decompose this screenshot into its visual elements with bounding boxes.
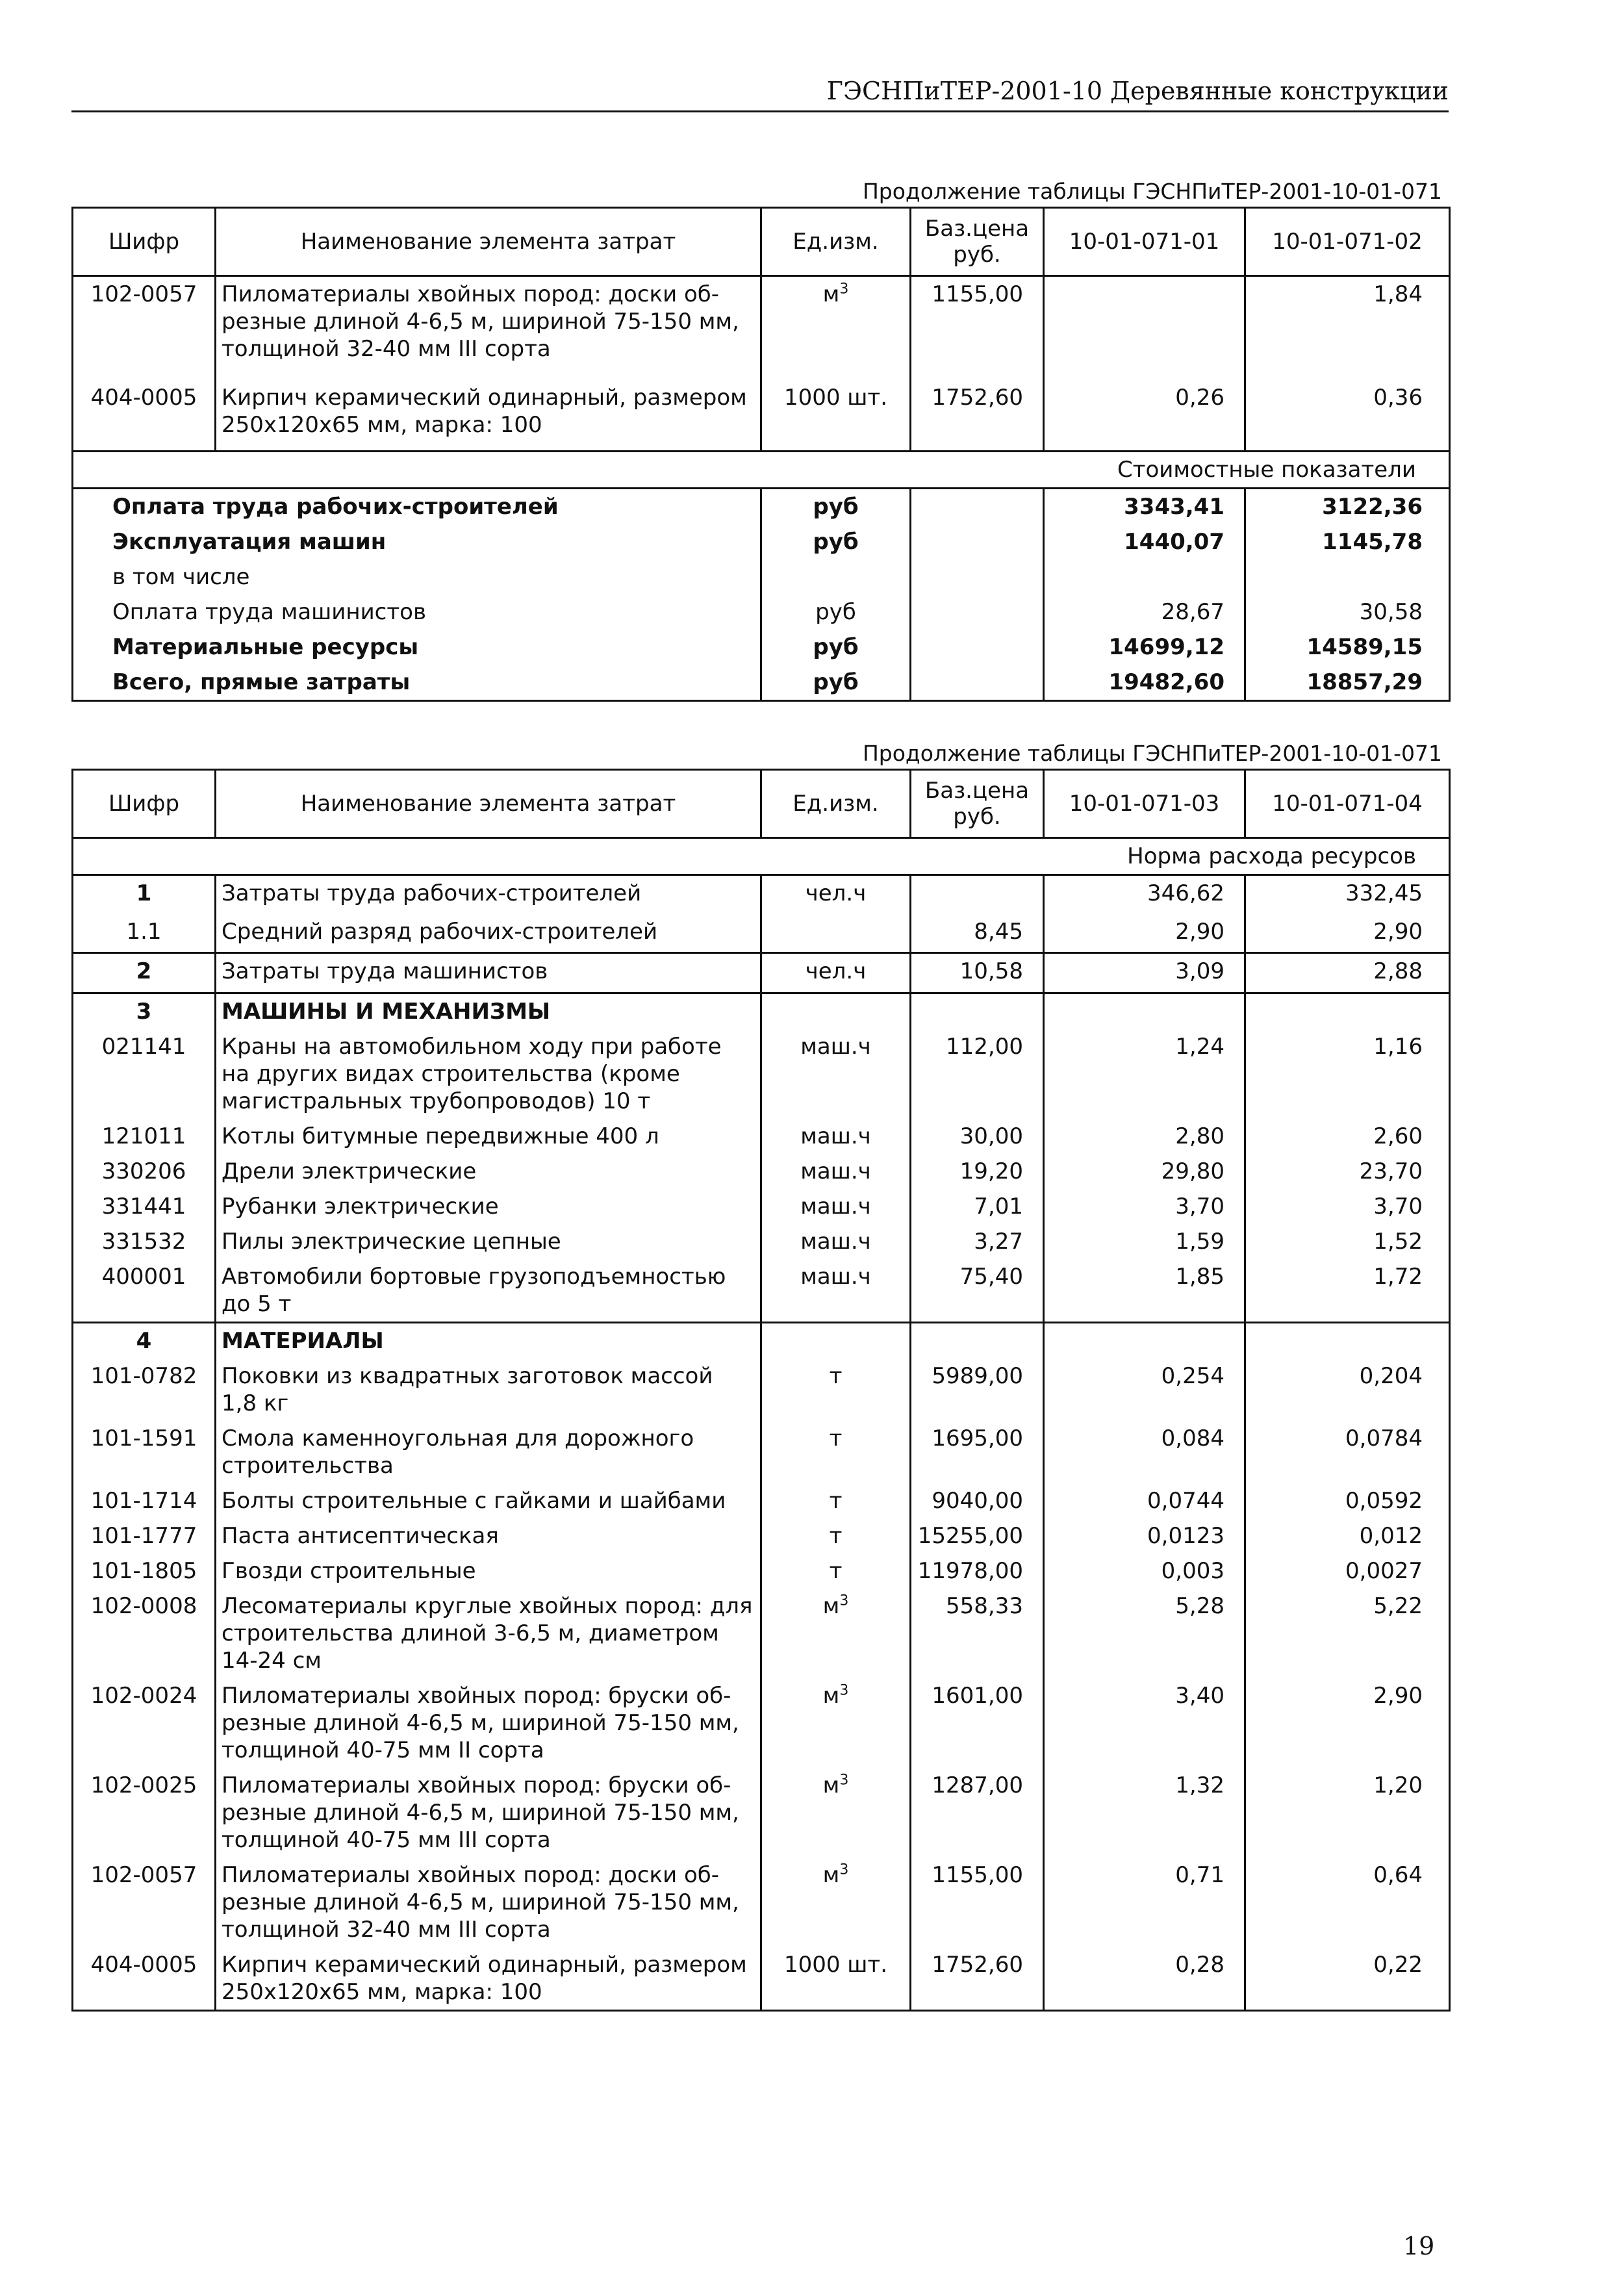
unit-cell: маш.ч xyxy=(761,1224,911,1259)
name-cell: Поковки из квадратных заготовок массой 1,8 кг xyxy=(216,1359,761,1421)
price-cell xyxy=(911,630,1044,665)
value-cell: 0,0123 xyxy=(1044,1518,1245,1553)
code-cell: 101-0782 xyxy=(73,1359,216,1421)
table-row xyxy=(73,1768,1450,1858)
name-cell: Затраты труда машинистов xyxy=(216,953,761,993)
value-cell: 1,24 xyxy=(1044,1029,1245,1119)
table-row xyxy=(73,1483,1450,1518)
value-cell: 3,70 xyxy=(1044,1189,1245,1224)
col-unit-header: Ед.изм. xyxy=(761,770,911,838)
value-cell: 0,012 xyxy=(1245,1518,1450,1553)
table-row xyxy=(73,1947,1450,2011)
cost-row xyxy=(73,665,1450,701)
code-cell: 331441 xyxy=(73,1189,216,1224)
code-cell: 3 xyxy=(73,993,216,1030)
price-cell xyxy=(911,489,1044,525)
table-row xyxy=(73,1858,1450,1947)
value-cell: 3343,41 xyxy=(1044,489,1245,525)
value-cell: 0,64 xyxy=(1245,1858,1450,1947)
unit-cell: руб xyxy=(761,630,911,665)
code-cell: 1.1 xyxy=(73,914,216,953)
code-cell: 2 xyxy=(73,953,216,993)
table2-header-row xyxy=(73,770,1450,838)
value-cell: 0,0744 xyxy=(1044,1483,1245,1518)
code-cell: 102-0025 xyxy=(73,1768,216,1858)
value-cell: 0,084 xyxy=(1044,1421,1245,1483)
value-cell: 5,22 xyxy=(1245,1589,1450,1678)
col-price-header: Баз.цена руб. xyxy=(911,208,1044,276)
unit-cell: т xyxy=(761,1553,911,1589)
unit-cell: $м^3$ xyxy=(761,1589,911,1678)
col-v2-header: 10-01-071-04 xyxy=(1245,770,1450,838)
unit-cell: маш.ч xyxy=(761,1029,911,1119)
section-label: Стоимостные показатели xyxy=(73,452,1450,489)
value-cell: 2,90 xyxy=(1245,914,1450,953)
name-cell: Паста антисептическая xyxy=(216,1518,761,1553)
price-cell: 1155,00 xyxy=(911,1858,1044,1947)
value-cell: 0,28 xyxy=(1044,1947,1245,2011)
cost-name: Оплата труда рабочих-строителей xyxy=(73,489,761,525)
name-cell: Средний разряд рабочих-строителей xyxy=(216,914,761,953)
unit-cell xyxy=(761,1323,911,1359)
col-name-header: Наименование элемента затрат xyxy=(216,208,761,276)
name-cell: Пиломатериалы хвойных пород: бруски об-резные длиной 4-6,5 м, шириной 75-150 мм, толщиной 40-75 мм III сорта xyxy=(216,1768,761,1858)
name-cell: Кирпич керамический одинарный, размером 250х120х65 мм, марка: 100 xyxy=(216,1947,761,2011)
unit-cell: чел.ч xyxy=(761,953,911,993)
value-cell: 2,90 xyxy=(1044,914,1245,953)
value-cell xyxy=(1044,1323,1245,1359)
table-row xyxy=(73,1359,1450,1421)
name-cell: Затраты труда рабочих-строителей xyxy=(216,875,761,914)
unit-cell xyxy=(761,559,911,594)
section-header-row xyxy=(73,838,1450,875)
value-cell: 2,60 xyxy=(1245,1119,1450,1154)
value-cell: 0,254 xyxy=(1044,1359,1245,1421)
value-cell: 0,71 xyxy=(1044,1858,1245,1947)
page-number: 19 xyxy=(1403,2232,1435,2260)
cost-row xyxy=(73,630,1450,665)
table-row xyxy=(73,1553,1450,1589)
col-unit-header: Ед.изм. xyxy=(761,208,911,276)
value-cell: 14589,15 xyxy=(1245,630,1450,665)
value-cell xyxy=(1245,1323,1450,1359)
name-cell: Дрели электрические xyxy=(216,1154,761,1189)
value-cell: 1,85 xyxy=(1044,1259,1245,1323)
value-cell: 0,22 xyxy=(1245,1947,1450,2011)
section-label: Норма расхода ресурсов xyxy=(73,838,1450,875)
value-cell xyxy=(1245,993,1450,1030)
unit-superscript: 3 xyxy=(839,1861,849,1878)
col-v2-header: 10-01-071-02 xyxy=(1245,208,1450,276)
cost-name: Эксплуатация машин xyxy=(73,524,761,559)
unit-cell: $м^3$ xyxy=(761,1768,911,1858)
code-cell: 330206 xyxy=(73,1154,216,1189)
code-cell: 102-0057 xyxy=(73,1858,216,1947)
col-v1-header: 10-01-071-01 xyxy=(1044,208,1245,276)
price-cell: 1695,00 xyxy=(911,1421,1044,1483)
code-cell: 101-1777 xyxy=(73,1518,216,1553)
table-row xyxy=(73,1421,1450,1483)
code-cell: 021141 xyxy=(73,1029,216,1119)
unit-cell: 1000 шт. xyxy=(761,1947,911,2011)
group-title: МАШИНЫ И МЕХАНИЗМЫ xyxy=(216,993,761,1030)
unit-superscript: 3 xyxy=(839,1772,849,1789)
value-cell: 18857,29 xyxy=(1245,665,1450,701)
name-cell: Котлы битумные передвижные 400 л xyxy=(216,1119,761,1154)
value-cell: 3,70 xyxy=(1245,1189,1450,1224)
name-cell: Автомобили бортовые грузоподъемностью до 5 т xyxy=(216,1259,761,1323)
value-cell: 0,0592 xyxy=(1245,1483,1450,1518)
table1-caption: Продолжение таблицы ГЭСНПиТЕР-2001-10-01-071 xyxy=(862,179,1442,204)
price-cell: 112,00 xyxy=(911,1029,1044,1119)
value-cell: 3,40 xyxy=(1044,1678,1245,1768)
unit-cell: маш.ч xyxy=(761,1259,911,1323)
col-code-header: Шифр xyxy=(73,208,216,276)
code-cell: 101-1805 xyxy=(73,1553,216,1589)
unit-superscript: 3 xyxy=(839,281,849,298)
code-cell: 400001 xyxy=(73,1259,216,1323)
value-cell: 346,62 xyxy=(1044,875,1245,914)
value-cell: 2,88 xyxy=(1245,953,1450,993)
price-cell: 15255,00 xyxy=(911,1518,1044,1553)
code-cell: 121011 xyxy=(73,1119,216,1154)
cost-row xyxy=(73,594,1450,630)
unit-cell: чел.ч xyxy=(761,875,911,914)
table-row xyxy=(73,914,1450,953)
code-cell: 101-1591 xyxy=(73,1421,216,1483)
price-cell: 10,58 xyxy=(911,953,1044,993)
table-row xyxy=(73,953,1450,993)
name-cell: Лесоматериалы круглые хвойных пород: для строительства длиной 3-6,5 м, диаметром 14-24 см xyxy=(216,1589,761,1678)
value-cell: 1,20 xyxy=(1245,1768,1450,1858)
price-cell: 8,45 xyxy=(911,914,1044,953)
value-cell: 2,90 xyxy=(1245,1678,1450,1768)
table-row xyxy=(73,1154,1450,1189)
unit-cell: т xyxy=(761,1359,911,1421)
group-header-row xyxy=(73,993,1450,1030)
price-cell xyxy=(911,524,1044,559)
unit-cell: маш.ч xyxy=(761,1154,911,1189)
value-cell: 0,0784 xyxy=(1245,1421,1450,1483)
group-title: МАТЕРИАЛЫ xyxy=(216,1323,761,1359)
price-cell: 1752,60 xyxy=(911,1947,1044,2011)
cost-row xyxy=(73,524,1450,559)
running-header: ГЭСНПиТЕР-2001-10 Деревянные конструкции xyxy=(71,77,1449,112)
table1-header-row xyxy=(73,208,1450,276)
code-cell: 1 xyxy=(73,875,216,914)
price-cell: 7,01 xyxy=(911,1189,1044,1224)
unit-cell: т xyxy=(761,1483,911,1518)
name-cell: Рубанки электрические xyxy=(216,1189,761,1224)
name-cell: Болты строительные с гайками и шайбами xyxy=(216,1483,761,1518)
code-cell: 4 xyxy=(73,1323,216,1359)
code-cell: 102-0024 xyxy=(73,1678,216,1768)
section-header-row xyxy=(73,452,1450,489)
value-cell: 1,52 xyxy=(1245,1224,1450,1259)
cost-row xyxy=(73,559,1450,594)
table2 xyxy=(71,769,1451,2012)
price-cell xyxy=(911,1323,1044,1359)
unit-cell: т xyxy=(761,1421,911,1483)
table-row xyxy=(73,380,1450,452)
table-row xyxy=(73,1518,1450,1553)
value-cell: 23,70 xyxy=(1245,1154,1450,1189)
table-row xyxy=(73,1224,1450,1259)
unit-cell: $м^3$ xyxy=(761,1858,911,1947)
table-row xyxy=(73,1678,1450,1768)
price-cell: 558,33 xyxy=(911,1589,1044,1678)
table-row xyxy=(73,1189,1450,1224)
value-cell: 0,36 xyxy=(1245,380,1450,452)
name-cell: Пиломатериалы хвойных пород: бруски об-резные длиной 4-6,5 м, шириной 75-150 мм, толщиной 40-75 мм II сорта xyxy=(216,1678,761,1768)
price-cell: 5989,00 xyxy=(911,1359,1044,1421)
value-cell: 28,67 xyxy=(1044,594,1245,630)
name-cell: Пилы электрические цепные xyxy=(216,1224,761,1259)
value-cell: 14699,12 xyxy=(1044,630,1245,665)
value-cell: 0,0027 xyxy=(1245,1553,1450,1589)
table-row xyxy=(73,1119,1450,1154)
name-cell: Гвозди строительные xyxy=(216,1553,761,1589)
table2-caption: Продолжение таблицы ГЭСНПиТЕР-2001-10-01-071 xyxy=(862,741,1442,766)
value-cell: 19482,60 xyxy=(1044,665,1245,701)
price-cell: 11978,00 xyxy=(911,1553,1044,1589)
code-cell: 102-0057 xyxy=(73,276,216,380)
unit-cell: $м^3$ xyxy=(761,1678,911,1768)
price-cell: 1155,00 xyxy=(911,276,1044,380)
cost-name: Материальные ресурсы xyxy=(73,630,761,665)
price-cell xyxy=(911,993,1044,1030)
price-cell: 3,27 xyxy=(911,1224,1044,1259)
table-row xyxy=(73,1589,1450,1678)
price-cell xyxy=(911,594,1044,630)
price-cell: 1601,00 xyxy=(911,1678,1044,1768)
code-cell: 331532 xyxy=(73,1224,216,1259)
group-header-row xyxy=(73,1323,1450,1359)
unit-cell: руб xyxy=(761,665,911,701)
value-cell: 332,45 xyxy=(1245,875,1450,914)
price-cell: 1752,60 xyxy=(911,380,1044,452)
unit-cell xyxy=(761,914,911,953)
col-price-header: Баз.цена руб. xyxy=(911,770,1044,838)
value-cell: 29,80 xyxy=(1044,1154,1245,1189)
price-cell: 9040,00 xyxy=(911,1483,1044,1518)
value-cell: 1,72 xyxy=(1245,1259,1450,1323)
unit-cell: маш.ч xyxy=(761,1119,911,1154)
unit-cell: 1000 шт. xyxy=(761,380,911,452)
unit-superscript: 3 xyxy=(839,1592,849,1609)
price-cell: 75,40 xyxy=(911,1259,1044,1323)
name-cell: Смола каменноугольная для дорожного строительства xyxy=(216,1421,761,1483)
col-v1-header: 10-01-071-03 xyxy=(1044,770,1245,838)
value-cell: 3122,36 xyxy=(1245,489,1450,525)
unit-cell: т xyxy=(761,1518,911,1553)
name-cell: Кирпич керамический одинарный, размером 250х120х65 мм, марка: 100 xyxy=(216,380,761,452)
value-cell: 1,16 xyxy=(1245,1029,1450,1119)
cost-row xyxy=(73,489,1450,525)
value-cell: 2,80 xyxy=(1044,1119,1245,1154)
name-cell: Пиломатериалы хвойных пород: доски об-резные длиной 4-6,5 м, шириной 75-150 мм, толщиной 32-40 мм III сорта xyxy=(216,1858,761,1947)
price-cell xyxy=(911,665,1044,701)
price-cell: 19,20 xyxy=(911,1154,1044,1189)
col-code-header: Шифр xyxy=(73,770,216,838)
price-cell xyxy=(911,559,1044,594)
code-cell: 404-0005 xyxy=(73,1947,216,2011)
value-cell: 0,204 xyxy=(1245,1359,1450,1421)
price-cell: 30,00 xyxy=(911,1119,1044,1154)
value-cell: 1,59 xyxy=(1044,1224,1245,1259)
price-cell: 1287,00 xyxy=(911,1768,1044,1858)
unit-cell: маш.ч xyxy=(761,1189,911,1224)
table-row xyxy=(73,875,1450,914)
value-cell: 1,32 xyxy=(1044,1768,1245,1858)
value-cell xyxy=(1044,559,1245,594)
code-cell: 101-1714 xyxy=(73,1483,216,1518)
cost-name: Оплата труда машинистов xyxy=(73,594,761,630)
unit-cell xyxy=(761,993,911,1030)
value-cell: 5,28 xyxy=(1044,1589,1245,1678)
unit-cell: руб xyxy=(761,594,911,630)
code-cell: 102-0008 xyxy=(73,1589,216,1678)
cost-name: в том числе xyxy=(73,559,761,594)
table-row xyxy=(73,1259,1450,1323)
value-cell: 0,003 xyxy=(1044,1553,1245,1589)
unit-superscript: 3 xyxy=(839,1682,849,1699)
table-row xyxy=(73,1029,1450,1119)
table1 xyxy=(71,207,1451,702)
value-cell: 0,26 xyxy=(1044,380,1245,452)
value-cell xyxy=(1245,559,1450,594)
unit-cell: $м^3$ xyxy=(761,276,911,380)
unit-cell: руб xyxy=(761,489,911,525)
col-name-header: Наименование элемента затрат xyxy=(216,770,761,838)
value-cell: 30,58 xyxy=(1245,594,1450,630)
value-cell xyxy=(1044,276,1245,380)
unit-cell: руб xyxy=(761,524,911,559)
cost-name: Всего, прямые затраты xyxy=(73,665,761,701)
name-cell: Пиломатериалы хвойных пород: доски об-резные длиной 4-6,5 м, шириной 75-150 мм, толщиной 32-40 мм III сорта xyxy=(216,276,761,380)
value-cell xyxy=(1044,993,1245,1030)
code-cell: 404-0005 xyxy=(73,380,216,452)
value-cell: 1145,78 xyxy=(1245,524,1450,559)
name-cell: Краны на автомобильном ходу при работе на других видах строительства (кроме магистральных трубопроводов) 10 т xyxy=(216,1029,761,1119)
price-cell xyxy=(911,875,1044,914)
table-row xyxy=(73,276,1450,380)
value-cell: 1,84 xyxy=(1245,276,1450,380)
value-cell: 1440,07 xyxy=(1044,524,1245,559)
value-cell: 3,09 xyxy=(1044,953,1245,993)
